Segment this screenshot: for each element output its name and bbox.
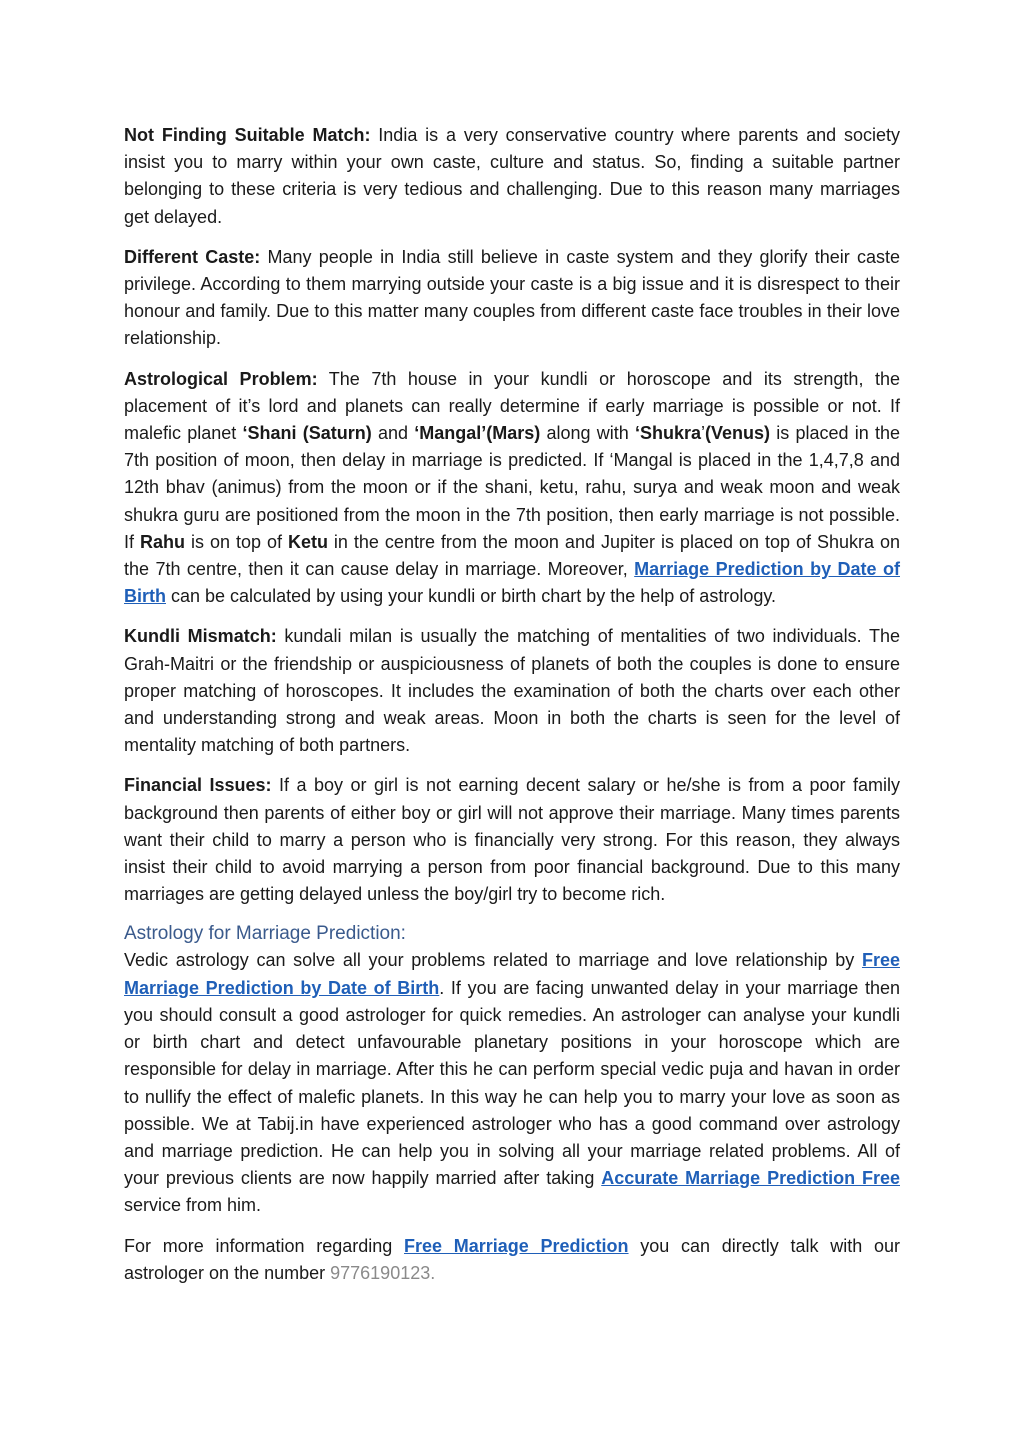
text-segment: and <box>371 423 415 444</box>
lead-financial-issues: Financial Issues: <box>124 775 272 796</box>
text-segment: can be calculated by using your kundli or birth chart by the help of astrology. <box>166 586 777 607</box>
text-segment: Vedic astrology can solve all your problems related to marriage and love relationship by <box>124 950 862 971</box>
text-financial-issues: If a boy or girl is not earning decent salary or he/she is from a poor family background then parents of either boy or girl will not approve their marriage. Many times parents want their child to marry a person who is financially very strong. For this reason, they always insist their child to avoid marrying a person from poor financial background. Due to this many marriages are getting delayed unless the boy/girl try to become rich. <box>124 775 900 905</box>
link-marriage-prediction-dob[interactable]: Marriage Prediction by Date of Birth <box>124 559 900 607</box>
paragraph-contact <box>124 1233 900 1287</box>
lead-different-caste: Different Caste: <box>124 246 261 267</box>
document-body <box>124 122 900 1300</box>
lead-kundli-mismatch: Kundli Mismatch: <box>124 626 277 647</box>
text-segment: is on top of <box>184 531 288 552</box>
text-suitable-match: India is a very conservative country where parents and society insist you to marry within your own caste, culture and status. So, finding a suitable partner belonging to these criteria is very tedious and challenging. Due to this reason many marriages get delayed. <box>124 125 900 227</box>
lead-astrological-problem: Astrological Problem: <box>124 368 318 389</box>
text-segment: For more information regarding <box>124 1235 405 1256</box>
text-segment: you can directly talk with our astrologer on the number <box>124 1235 900 1283</box>
text-segment: service from him. <box>124 1195 262 1216</box>
paragraph-financial-issues <box>124 772 900 908</box>
paragraph-different-caste <box>124 244 900 353</box>
text-segment: along with <box>540 423 635 444</box>
paragraph-astrological-problem <box>124 366 900 611</box>
text-kundli-mismatch: kundali milan is usually the matching of mentalities of two individuals. The Grah-Maitri or the friendship or auspiciousness of planets of both the couples is done to ensure proper matching of horoscopes. It includes the examination of both the charts over each other and understanding strong and weak areas. Moon in both the charts is seen for the level of mentality matching of both partners. <box>124 626 900 756</box>
paragraph-astrology-marriage <box>124 947 900 1219</box>
text-segment: . If you are facing unwanted delay in your marriage then you should consult a good astrologer for quick remedies. An astrologer can analyse your kundli or birth chart and detect unfavourable planetary positions in your horoscope which are responsible for delay in marriage. After this he can perform special vedic puja and havan in order to nullify the effect of malefic planets. In this way he can help you to marry your love as soon as possible. We at Tabij.in have experienced astrologer who has a good command over astrology and marriage prediction. He can help you in solving all your marriage related problems. All of your previous clients are now happily married after taking <box>124 977 900 1189</box>
phone-number: 9776190123. <box>330 1262 436 1283</box>
text-segment: ’ <box>701 423 706 444</box>
section-heading: Astrology for Marriage Prediction: <box>124 923 406 945</box>
bold-term-ketu: Ketu <box>287 531 328 552</box>
bold-term-shukra: ‘Shukra <box>634 423 702 444</box>
link-accurate-marriage-prediction[interactable]: Accurate Marriage Prediction Free <box>601 1168 900 1189</box>
bold-term-mangal: ‘Mangal’(Mars) <box>414 423 541 444</box>
bold-term-shani: ‘Shani (Saturn) <box>242 423 372 444</box>
bold-term-rahu: Rahu <box>139 531 185 552</box>
paragraph-suitable-match <box>124 122 900 231</box>
link-free-marriage-prediction-dob[interactable]: Free Marriage Prediction by Date of Birth <box>124 950 900 998</box>
text-different-caste: Many people in India still believe in caste system and they glorify their caste privilege. According to them marrying outside your caste is a big issue and it is disrespect to their honour and family. Due to this matter many couples from different caste face troubles in their love relationship. <box>124 246 901 349</box>
text-segment: is placed in the 7th position of moon, then delay in marriage is predicted. If ‘Mangal is placed in the 1,4,7,8 and 12th bhav (animus) from the moon or if the shani, ketu, rahu, surya and weak moon and weak shukra guru are positioned from the moon in the 7th position, then early marriage is not possible. If <box>124 423 900 552</box>
bold-term-venus: (Venus) <box>705 423 771 444</box>
lead-suitable-match: Not Finding Suitable Match: <box>124 125 371 145</box>
text-segment: in the centre from the moon and Jupiter is placed on top of Shukra on the 7th centre, then it can cause delay in marriage. Moreover, <box>124 531 900 580</box>
text-segment: The 7th house in your kundli or horoscope and its strength, the placement of it’s lord and planets can really determine if early marriage is possible or not. If malefic planet <box>124 368 901 444</box>
paragraph-kundli-mismatch <box>124 623 900 759</box>
link-free-marriage-prediction[interactable]: Free Marriage Prediction <box>404 1235 629 1256</box>
